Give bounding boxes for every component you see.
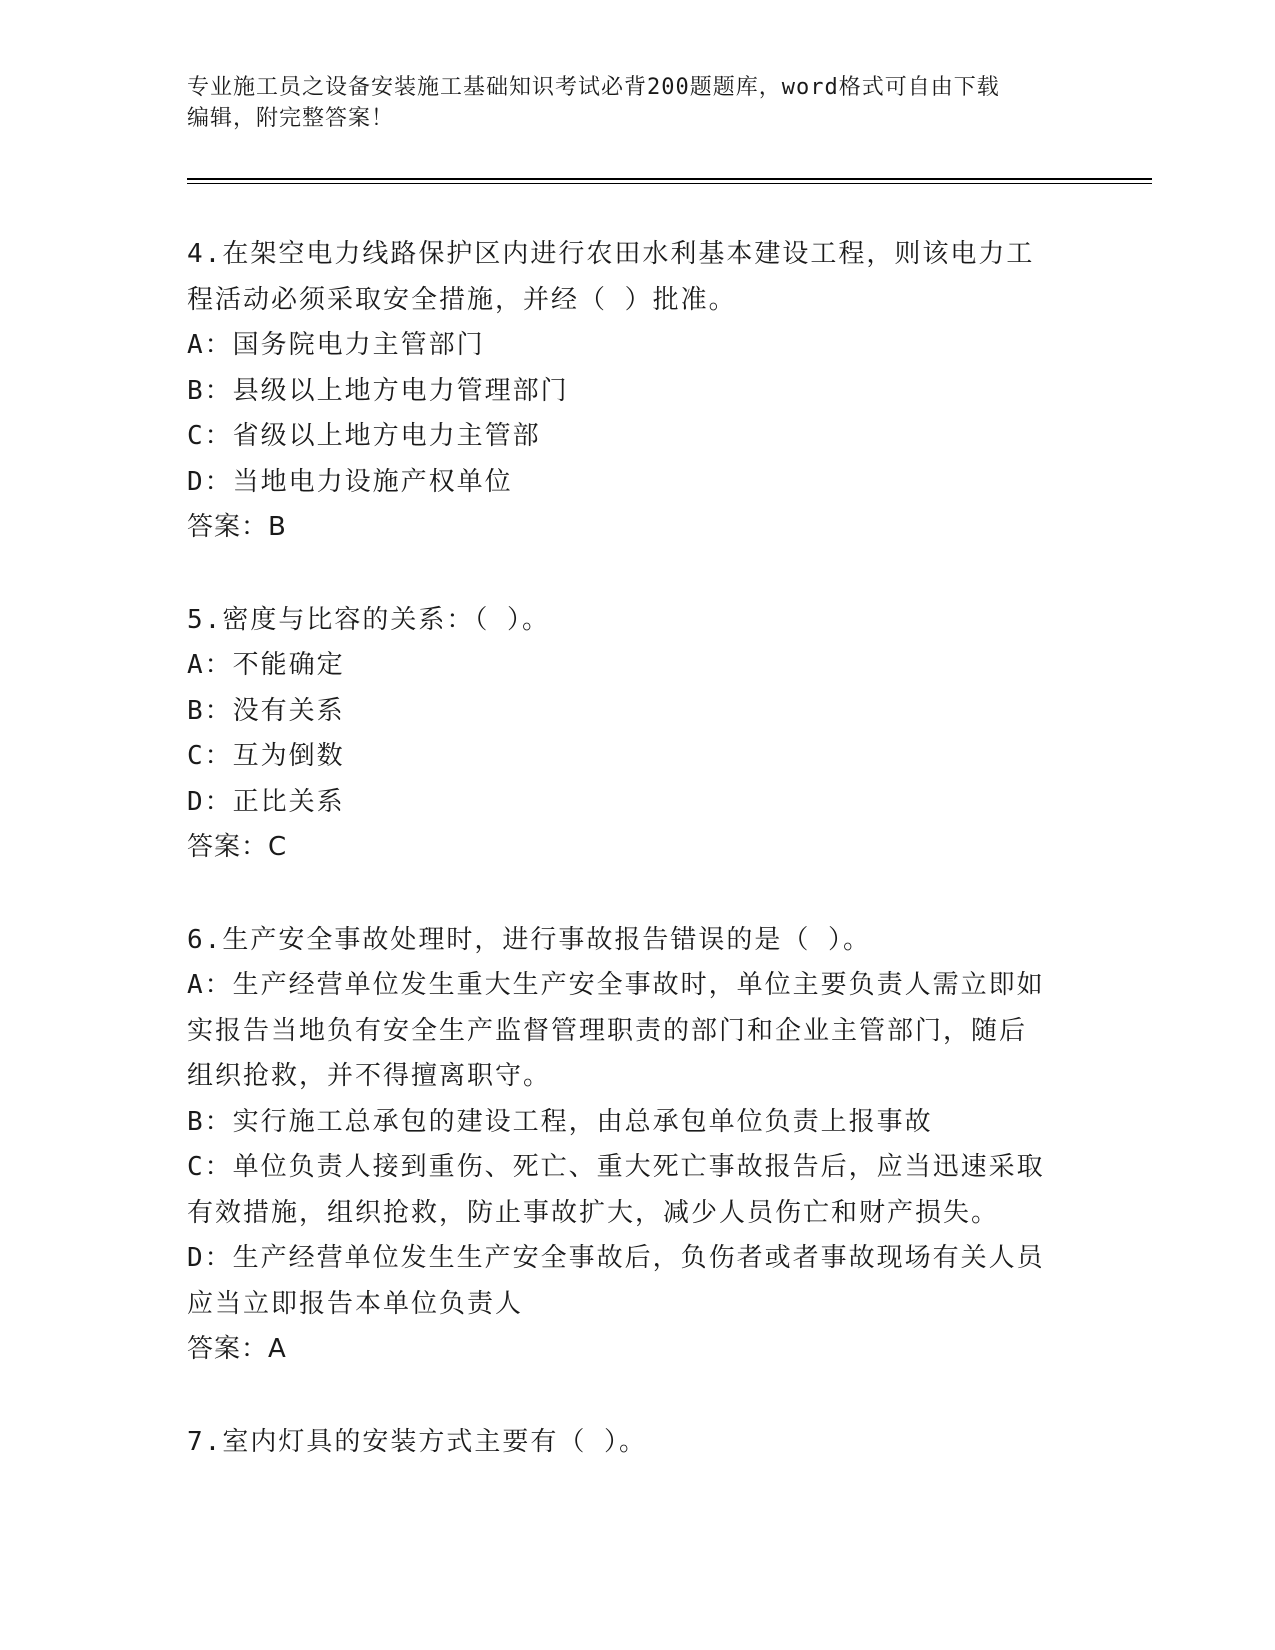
- question-list: [187, 232, 1087, 1512]
- option-d-line-1: D：生产经营单位发生生产安全事故后，负伤者或者事故现场有关人员: [187, 1243, 1045, 1273]
- question-6: [187, 918, 1087, 1373]
- question-stem: [187, 232, 1087, 278]
- question-text-continued: 程活动必须采取安全措施，并经（ ）批准。: [187, 284, 737, 315]
- option-d: D：正比关系: [187, 786, 345, 817]
- document-header: [187, 72, 1087, 134]
- question-text: 在架空电力线路保护区内进行农田水利基本建设工程，则该电力工: [222, 239, 1035, 269]
- answer: 答案：C: [187, 832, 288, 862]
- question-text: 密度与比容的关系：（ ）。: [222, 604, 550, 635]
- question-number: 7.: [187, 1426, 223, 1457]
- question-stem: [187, 918, 1087, 964]
- option-a-line-2: 实报告当地负有安全生产监督管理职责的部门和企业主管部门，随后: [187, 1015, 1028, 1046]
- option-a: A：不能确定: [187, 650, 345, 680]
- option-c: C：省级以上地方电力主管部: [187, 421, 541, 451]
- option-c: C：互为倒数: [187, 741, 345, 771]
- question-text: 生产安全事故处理时，进行事故报告错误的是（ ）。: [222, 924, 871, 955]
- answer: 答案：A: [187, 1334, 287, 1364]
- question-number: 4.: [187, 239, 223, 269]
- header-line-2: 编辑，附完整答案！: [187, 106, 395, 131]
- question-stem: [187, 598, 1087, 644]
- option-c-line-1: C：单位负责人接到重伤、死亡、重大死亡事故报告后，应当迅速采取: [187, 1152, 1045, 1182]
- header-divider-thin: [187, 183, 1152, 184]
- option-b: B：县级以上地方电力管理部门: [187, 375, 569, 406]
- option-a: A：国务院电力主管部门: [187, 330, 485, 360]
- question-text: 室内灯具的安装方式主要有（ ）。: [222, 1426, 647, 1457]
- option-c-line-2: 有效措施，组织抢救，防止事故扩大，减少人员伤亡和财产损失。: [187, 1197, 1000, 1228]
- question-number: 5.: [187, 604, 223, 635]
- question-number: 6.: [187, 924, 223, 955]
- option-d: D：当地电力设施产权单位: [187, 466, 513, 497]
- header-divider-thick: [187, 178, 1152, 180]
- answer: 答案：B: [187, 512, 287, 542]
- question-5: [187, 598, 1087, 871]
- question-stem: [187, 1420, 1087, 1466]
- question-7: [187, 1420, 1087, 1466]
- option-b: B：实行施工总承包的建设工程，由总承包单位负责上报事故: [187, 1106, 933, 1137]
- option-a-line-1: A：生产经营单位发生重大生产安全事故时，单位主要负责人需立即如: [187, 970, 1045, 1000]
- option-d-line-2: 应当立即报告本单位负责人: [187, 1288, 524, 1319]
- option-b: B：没有关系: [187, 695, 345, 726]
- question-4: [187, 232, 1087, 551]
- header-line-1: 专业施工员之设备安装施工基础知识考试必背200题题库，word格式可自由下载: [187, 75, 1000, 100]
- option-a-line-3: 组织抢救，并不得擅离职守。: [187, 1061, 552, 1091]
